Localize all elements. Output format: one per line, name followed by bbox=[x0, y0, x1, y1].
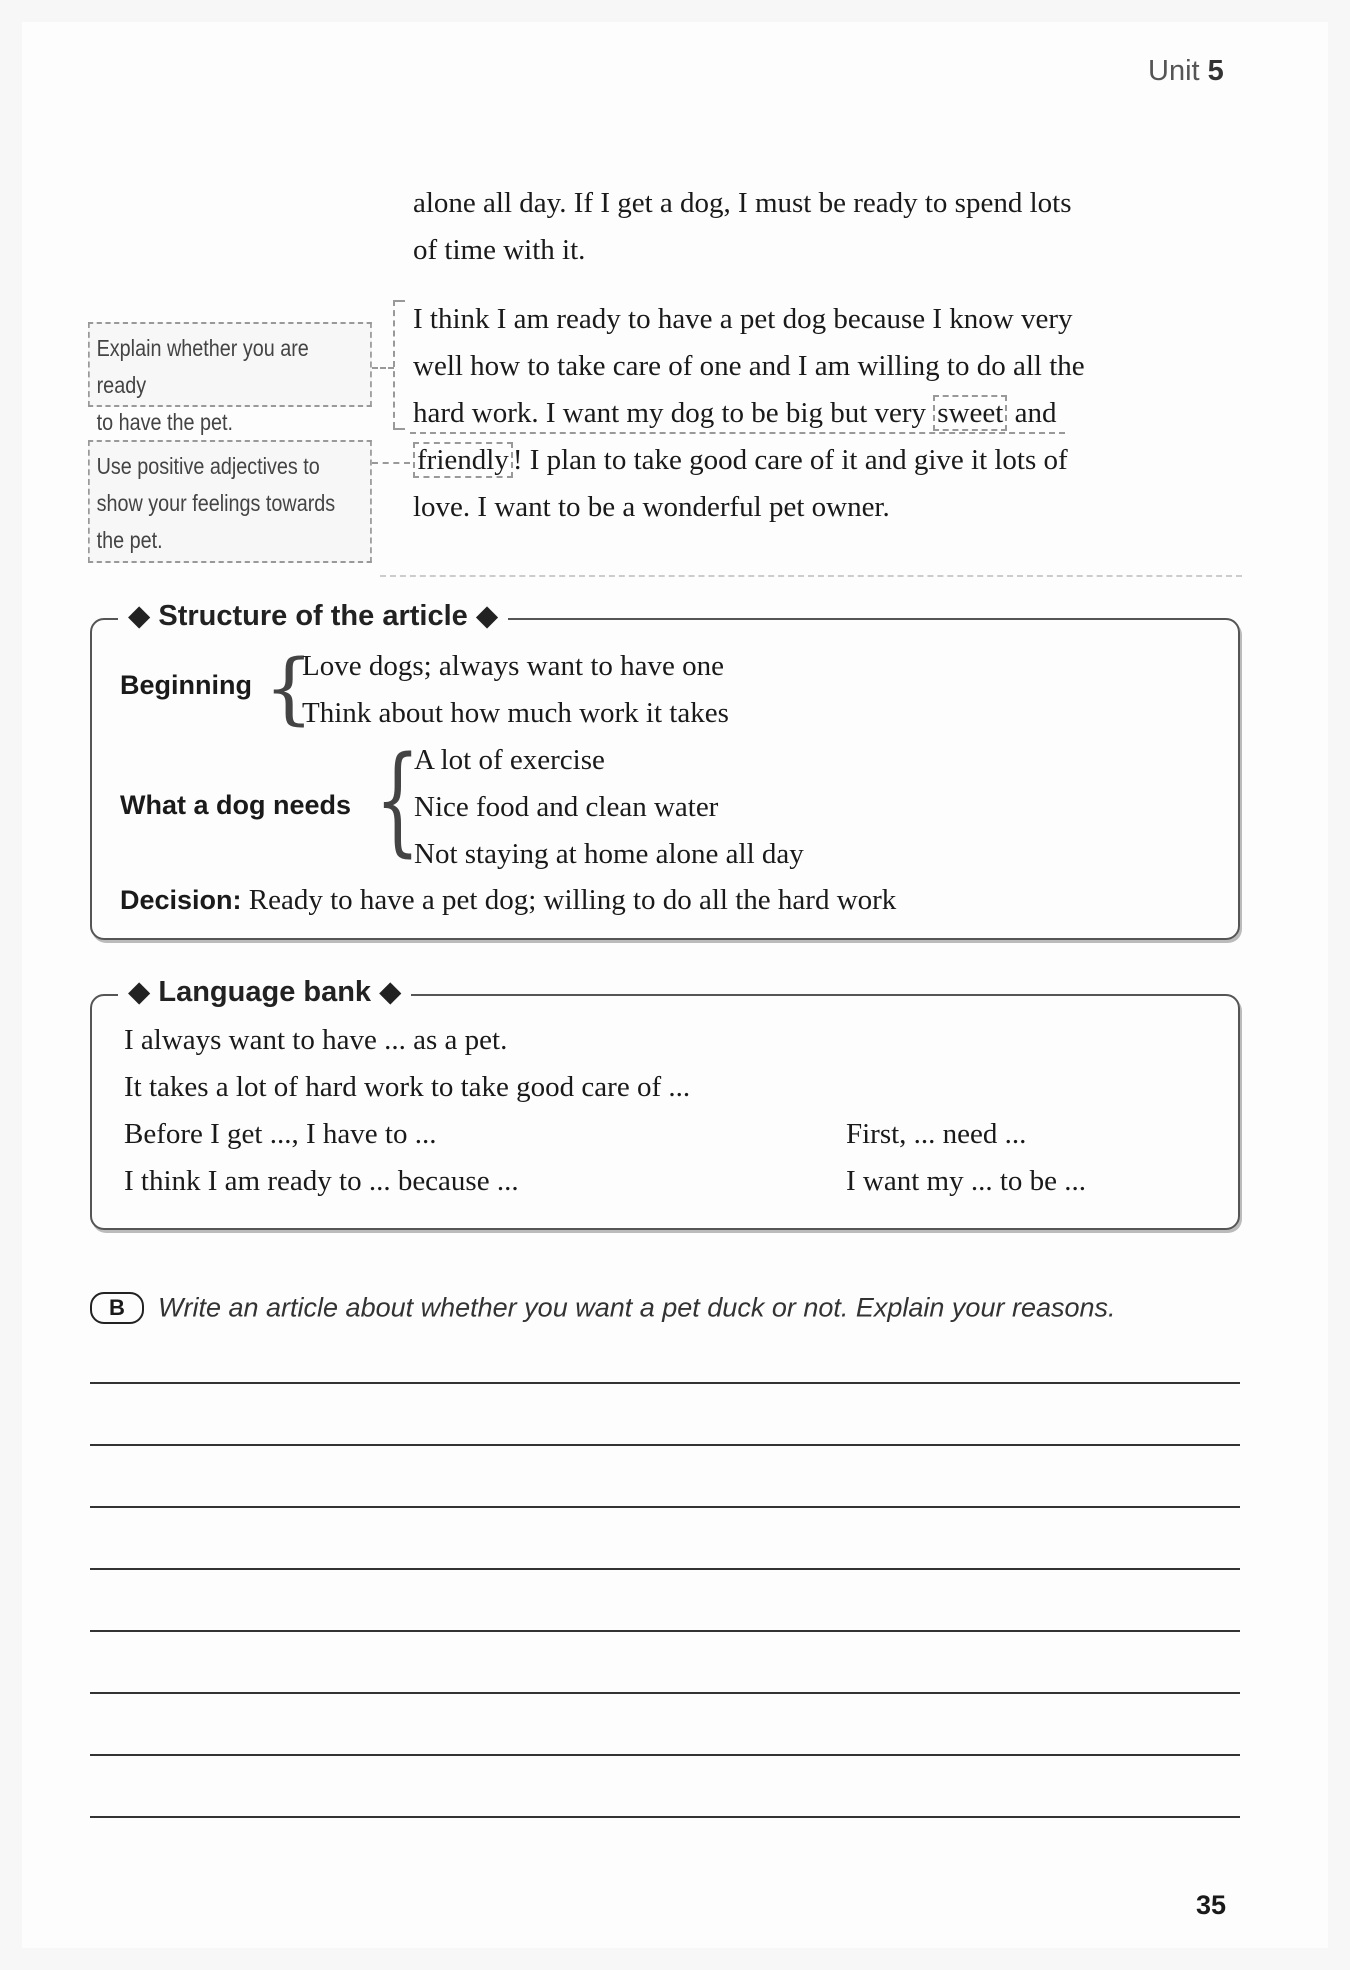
passage-line: love. I want to be a wonderful pet owner. bbox=[413, 491, 890, 523]
structure-title: ◆ Structure of the article ◆ bbox=[118, 598, 508, 633]
language-bank-line: I want my ... to be ... bbox=[846, 1165, 1087, 1197]
writing-line-6[interactable] bbox=[90, 1692, 1240, 1694]
language-bank-line: I think I am ready to ... because ... bbox=[124, 1165, 519, 1197]
decision-line bbox=[120, 884, 896, 917]
writing-line-3[interactable] bbox=[90, 1506, 1240, 1508]
passage-line: of time with it. bbox=[413, 234, 586, 266]
highlight-word-sweet: sweet bbox=[933, 395, 1007, 431]
writing-line-7[interactable] bbox=[90, 1754, 1240, 1756]
beginning-item: Love dogs; always want to have one bbox=[302, 650, 725, 682]
text-fragment: and bbox=[1007, 397, 1057, 429]
passage-line bbox=[413, 390, 1243, 437]
text-fragment: ! I plan to take good care of it and give it lots of bbox=[512, 444, 1068, 476]
page-number: 35 bbox=[1196, 1890, 1227, 1920]
language-bank-line: First, ... need ... bbox=[846, 1118, 1027, 1150]
task-badge: B bbox=[90, 1292, 144, 1324]
needs-item: Nice food and clean water bbox=[414, 791, 719, 823]
needs-label: What a dog needs bbox=[120, 790, 352, 820]
writing-line-4[interactable] bbox=[90, 1568, 1240, 1570]
passage-divider bbox=[380, 575, 1242, 577]
beginning-item: Think about how much work it takes bbox=[302, 697, 729, 729]
passage-paragraph-2 bbox=[413, 296, 1243, 531]
note-line: to have the pet. bbox=[96, 409, 233, 435]
note-connector-2 bbox=[372, 462, 410, 464]
passage-line bbox=[413, 437, 1243, 484]
task-b bbox=[90, 1292, 1260, 1324]
note-bracket-bottom bbox=[393, 428, 405, 430]
needs-item: Not staying at home alone all day bbox=[414, 838, 804, 870]
language-bank-line: It takes a lot of hard work to take good care of ... bbox=[124, 1071, 691, 1103]
note-bracket-top bbox=[393, 300, 405, 302]
brace-needs: { bbox=[375, 730, 421, 868]
beginning-label: Beginning bbox=[120, 670, 252, 700]
language-bank-line: I always want to have ... as a pet. bbox=[124, 1024, 508, 1056]
writing-line-2[interactable] bbox=[90, 1444, 1240, 1446]
structure-box bbox=[90, 600, 1240, 940]
unit-label: Unit bbox=[1148, 55, 1200, 87]
unit-header bbox=[1148, 55, 1224, 88]
writing-line-1[interactable] bbox=[90, 1382, 1240, 1384]
note-line: show your feelings towards bbox=[96, 490, 336, 516]
needs-item: A lot of exercise bbox=[414, 744, 605, 776]
note-line: Explain whether you are ready bbox=[96, 335, 309, 398]
writing-line-5[interactable] bbox=[90, 1630, 1240, 1632]
text-fragment: hard work. I want my dog to be big but very bbox=[413, 397, 934, 429]
note-bracket bbox=[393, 300, 395, 428]
passage-line: well how to take care of one and I am willing to do all the bbox=[413, 350, 1085, 382]
language-bank-title: ◆ Language bank ◆ bbox=[118, 974, 411, 1009]
passage-paragraph-1 bbox=[413, 180, 1243, 274]
highlight-word-friendly: friendly bbox=[413, 442, 513, 478]
unit-number: 5 bbox=[1207, 55, 1224, 87]
note-connector-1 bbox=[372, 367, 394, 369]
passage-line: alone all day. If I get a dog, I must be ready to spend lots bbox=[413, 187, 1072, 219]
language-bank-box bbox=[90, 976, 1240, 1230]
note-line: Use positive adjectives to bbox=[96, 453, 320, 479]
adjective-link-line bbox=[410, 432, 1065, 434]
margin-note-adjectives bbox=[88, 440, 372, 563]
task-instruction: Write an article about whether you want a pet duck or not. Explain your reasons. bbox=[158, 1292, 1116, 1323]
passage-line: I think I am ready to have a pet dog because I know very bbox=[413, 303, 1073, 335]
decision-text: Ready to have a pet dog; willing to do all the hard work bbox=[241, 884, 897, 916]
note-line: the pet. bbox=[96, 527, 163, 553]
decision-label: Decision: bbox=[120, 885, 242, 915]
writing-line-8[interactable] bbox=[90, 1816, 1240, 1818]
margin-note-ready bbox=[88, 322, 372, 435]
brace-beginning: { bbox=[264, 644, 314, 734]
language-bank-line: Before I get ..., I have to ... bbox=[124, 1118, 437, 1150]
